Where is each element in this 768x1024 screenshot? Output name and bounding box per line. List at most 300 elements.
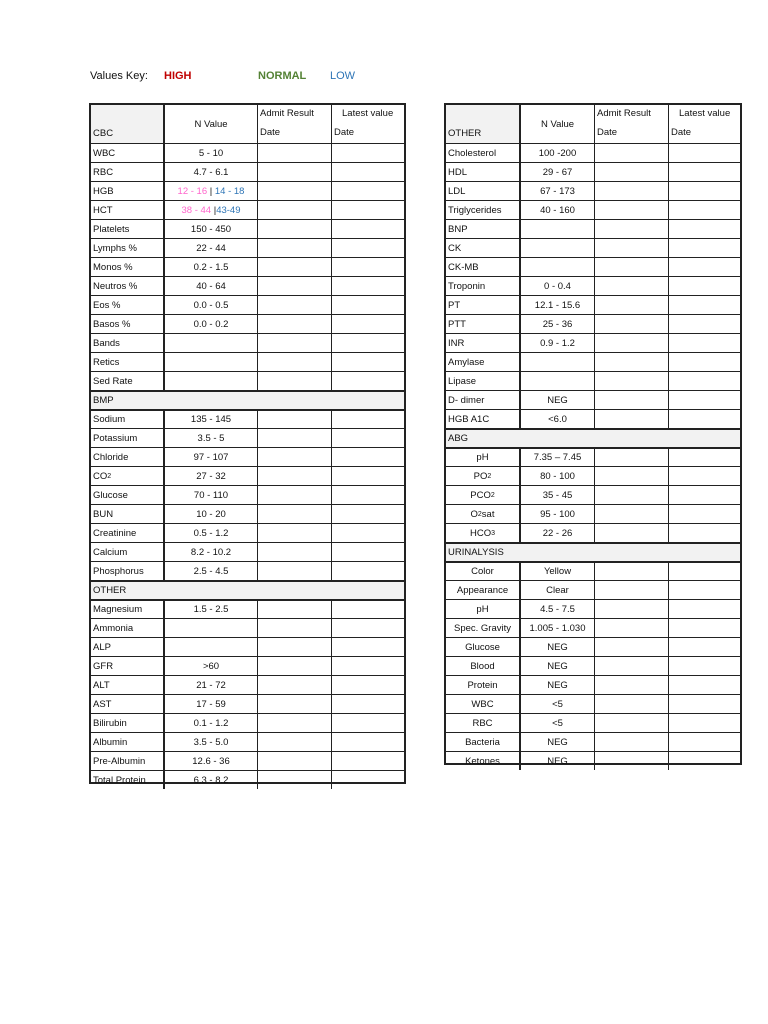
- section-title: ABG: [448, 433, 469, 444]
- table-row: [446, 523, 740, 542]
- test-name-text: Appearance: [456, 584, 509, 596]
- test-name-sub: 2: [490, 491, 495, 499]
- admit-result-label: Admit Result: [260, 108, 314, 119]
- admit-result-cell[interactable]: [258, 467, 332, 485]
- admit-result-cell[interactable]: [258, 182, 332, 200]
- table-row: [91, 333, 404, 352]
- normal-value: [521, 258, 595, 276]
- section-header-row: [446, 428, 740, 447]
- latest-value-cell[interactable]: [332, 144, 406, 162]
- normal-value: 40 - 160: [521, 201, 595, 219]
- latest-value-cell[interactable]: [332, 657, 406, 675]
- admit-result-cell[interactable]: [258, 657, 332, 675]
- latest-value-cell[interactable]: [669, 752, 742, 770]
- latest-value-cell[interactable]: [669, 182, 742, 200]
- table-row: [446, 637, 740, 656]
- section-title: OTHER: [446, 105, 521, 143]
- admit-result-cell[interactable]: [258, 163, 332, 181]
- test-name: [446, 144, 521, 162]
- test-name-text: Troponin: [448, 280, 486, 292]
- latest-value-cell[interactable]: [332, 714, 406, 732]
- test-name: [91, 524, 165, 542]
- test-name-text: HCO: [469, 527, 492, 539]
- normal-value: NEG: [521, 752, 595, 770]
- section-title: CBC: [91, 105, 165, 143]
- section-header-row: [91, 390, 404, 409]
- latest-value-cell[interactable]: [332, 771, 406, 789]
- table-row: [91, 713, 404, 732]
- normal-value: [521, 353, 595, 371]
- test-name: [91, 201, 165, 219]
- latest-value-cell[interactable]: [332, 638, 406, 656]
- latest-value-cell[interactable]: [332, 334, 406, 352]
- normal-value: Clear: [521, 581, 595, 599]
- latest-value-cell[interactable]: [669, 258, 742, 276]
- test-name: [91, 657, 165, 675]
- test-name-text: CO: [93, 470, 108, 482]
- normal-value: 4.5 - 7.5: [521, 600, 595, 618]
- admit-result-cell[interactable]: [595, 315, 669, 333]
- admit-result-cell[interactable]: [258, 524, 332, 542]
- latest-value-cell[interactable]: [332, 411, 406, 428]
- test-name: [91, 296, 165, 314]
- normal-value: 70 - 110: [165, 486, 258, 504]
- admit-result-label: Admit Result: [597, 108, 651, 119]
- admit-result-cell[interactable]: [258, 144, 332, 162]
- key-low: LOW: [330, 70, 356, 82]
- normal-value: [165, 201, 258, 219]
- test-name: [446, 600, 521, 618]
- table-row: [91, 466, 404, 485]
- table-row: [446, 257, 740, 276]
- admit-result-cell[interactable]: [258, 676, 332, 694]
- table-row: [446, 143, 740, 162]
- test-name: [91, 277, 165, 295]
- latest-value-cell[interactable]: [669, 296, 742, 314]
- latest-value-cell[interactable]: [332, 163, 406, 181]
- test-name: [446, 695, 521, 713]
- latest-value-cell[interactable]: [669, 372, 742, 390]
- normal-value: [521, 372, 595, 390]
- admit-result-cell[interactable]: [595, 201, 669, 219]
- table-row: [91, 675, 404, 694]
- normal-value: 0.1 - 1.2: [165, 714, 258, 732]
- test-name: [446, 258, 521, 276]
- latest-value-cell[interactable]: [669, 410, 742, 428]
- test-name: [446, 334, 521, 352]
- test-name: [446, 449, 521, 466]
- latest-value-cell[interactable]: [332, 733, 406, 751]
- admit-result-cell[interactable]: [595, 752, 669, 770]
- latest-value-cell[interactable]: [332, 372, 406, 390]
- test-name: [91, 239, 165, 257]
- normal-value: NEG: [521, 638, 595, 656]
- latest-value-cell[interactable]: [332, 182, 406, 200]
- latest-value-cell[interactable]: [669, 638, 742, 656]
- admit-result-cell[interactable]: [258, 353, 332, 371]
- latest-value-cell[interactable]: [669, 676, 742, 694]
- admit-result-cell[interactable]: [258, 543, 332, 561]
- test-name-text: pH: [476, 603, 489, 615]
- normal-value: 4.7 - 6.1: [165, 163, 258, 181]
- latest-value-cell[interactable]: [332, 296, 406, 314]
- test-name: [446, 486, 521, 504]
- latest-value-cell[interactable]: [332, 201, 406, 219]
- latest-value-cell[interactable]: [332, 239, 406, 257]
- admit-result-cell[interactable]: [258, 334, 332, 352]
- admit-result-cell[interactable]: [258, 448, 332, 466]
- admit-result-cell[interactable]: [595, 410, 669, 428]
- admit-result-cell[interactable]: [595, 505, 669, 523]
- normal-value-female: 38 - 44: [181, 204, 212, 216]
- latest-date-label: Date: [334, 127, 355, 138]
- admit-result-cell[interactable]: [258, 714, 332, 732]
- table-row: [91, 352, 404, 371]
- test-name: [91, 695, 165, 713]
- table-row: [446, 352, 740, 371]
- test-name: [91, 144, 165, 162]
- test-name-sub: 2: [107, 472, 112, 480]
- latest-value-cell[interactable]: [669, 391, 742, 409]
- admit-result-cell[interactable]: [258, 372, 332, 390]
- latest-value-cell[interactable]: [332, 448, 406, 466]
- admit-result-cell[interactable]: [258, 429, 332, 447]
- admit-result-cell[interactable]: [595, 296, 669, 314]
- table-row: [446, 466, 740, 485]
- normal-value: 22 - 26: [521, 524, 595, 542]
- table-row: [91, 257, 404, 276]
- latest-value-cell[interactable]: [669, 220, 742, 238]
- admit-result-cell[interactable]: [258, 220, 332, 238]
- test-name-text: HCT: [93, 204, 113, 216]
- normal-value: NEG: [521, 676, 595, 694]
- admit-result-cell[interactable]: [595, 486, 669, 504]
- table-row: [91, 656, 404, 675]
- normal-value-female: 12 - 16: [177, 185, 208, 197]
- admit-result-cell[interactable]: [258, 411, 332, 428]
- normal-value: 97 - 107: [165, 448, 258, 466]
- normal-value: 3.5 - 5.0: [165, 733, 258, 751]
- normal-value-male: 14 - 18: [214, 185, 245, 197]
- normal-value: 0.0 - 0.5: [165, 296, 258, 314]
- admit-result-cell[interactable]: [595, 353, 669, 371]
- latest-value-cell[interactable]: [332, 524, 406, 542]
- table-row: [446, 580, 740, 599]
- table-row: [446, 618, 740, 637]
- admit-result-cell[interactable]: [595, 695, 669, 713]
- admit-result-cell[interactable]: [258, 562, 332, 580]
- test-name-text: PTT: [448, 318, 466, 330]
- latest-value-cell[interactable]: [332, 752, 406, 770]
- test-name: [91, 411, 165, 428]
- normal-value-male: 43-49: [216, 204, 241, 216]
- admit-result-cell[interactable]: [258, 239, 332, 257]
- table-row: [91, 238, 404, 257]
- table-row: [91, 371, 404, 390]
- table-row: [91, 295, 404, 314]
- table-row: [91, 732, 404, 751]
- test-name-text: Color: [471, 566, 494, 577]
- normal-value-separator: |: [207, 185, 215, 197]
- latest-value-cell[interactable]: [332, 467, 406, 485]
- normal-value: 80 - 100: [521, 467, 595, 485]
- admit-result-cell[interactable]: [595, 638, 669, 656]
- admit-result-cell[interactable]: [258, 277, 332, 295]
- latest-value-label: Latest value: [342, 108, 394, 119]
- admit-result-cell[interactable]: [595, 600, 669, 618]
- test-name: [446, 467, 521, 485]
- table-row: [446, 162, 740, 181]
- normal-value: 10 - 20: [165, 505, 258, 523]
- test-name: [446, 657, 521, 675]
- latest-value-cell[interactable]: [332, 543, 406, 561]
- test-name-text: Retics: [93, 356, 120, 368]
- admit-result-cell[interactable]: [595, 563, 669, 580]
- latest-value-cell[interactable]: [669, 449, 742, 466]
- latest-value-cell[interactable]: [669, 505, 742, 523]
- table-header-row: [446, 105, 740, 143]
- admit-result-cell[interactable]: [595, 372, 669, 390]
- normal-value: 150 - 450: [165, 220, 258, 238]
- test-name: [446, 676, 521, 694]
- normal-value: 95 - 100: [521, 505, 595, 523]
- test-name: [91, 638, 165, 656]
- test-name-text: Glucose: [93, 489, 128, 501]
- latest-value-cell[interactable]: [332, 676, 406, 694]
- n-value-header: N Value: [165, 105, 258, 143]
- admit-result-cell[interactable]: [595, 467, 669, 485]
- test-name-text: ALP: [93, 641, 111, 653]
- table-row: [446, 276, 740, 295]
- section-title: URINALYSIS: [448, 547, 504, 558]
- latest-value-cell[interactable]: [669, 315, 742, 333]
- latest-value-cell[interactable]: [332, 277, 406, 295]
- test-name: [446, 296, 521, 314]
- admit-result-cell[interactable]: [595, 449, 669, 466]
- test-name-text: CK-MB: [448, 261, 479, 273]
- admit-date-label: Date: [597, 127, 618, 138]
- admit-result-cell[interactable]: [595, 220, 669, 238]
- table-row: [446, 751, 740, 770]
- table-row: [91, 485, 404, 504]
- table-row: [446, 390, 740, 409]
- admit-result-cell[interactable]: [258, 638, 332, 656]
- test-name-sub: 2: [477, 510, 482, 518]
- normal-value: [165, 619, 258, 637]
- test-name: [446, 714, 521, 732]
- table-row: [446, 295, 740, 314]
- latest-value-cell[interactable]: [332, 315, 406, 333]
- n-value-header: N Value: [521, 105, 595, 143]
- test-name: [446, 391, 521, 409]
- section-title: OTHER: [93, 585, 127, 596]
- table-row: [91, 751, 404, 770]
- admit-result-cell[interactable]: [595, 277, 669, 295]
- test-name: [446, 410, 521, 428]
- test-name: [91, 543, 165, 561]
- admit-result-cell[interactable]: [258, 733, 332, 751]
- test-name-text: Lipase: [448, 375, 476, 387]
- latest-value-cell[interactable]: [669, 486, 742, 504]
- test-name-text: Bacteria: [465, 736, 500, 748]
- latest-value-cell[interactable]: [332, 258, 406, 276]
- test-name: [91, 334, 165, 352]
- admit-result-cell[interactable]: [595, 733, 669, 751]
- test-name-text: Eos %: [93, 299, 121, 311]
- admit-result-cell[interactable]: [595, 391, 669, 409]
- latest-value-cell[interactable]: [332, 220, 406, 238]
- test-name-sub: 2: [487, 472, 492, 480]
- test-name-text: Phosphorus: [93, 565, 144, 577]
- test-name-text: Ketones: [465, 755, 500, 767]
- table-row: [446, 732, 740, 751]
- test-name: [91, 182, 165, 200]
- table-row: [446, 409, 740, 428]
- latest-value-cell[interactable]: [669, 353, 742, 371]
- admit-result-cell[interactable]: [595, 714, 669, 732]
- table-row: [446, 219, 740, 238]
- latest-value-cell[interactable]: [669, 619, 742, 637]
- test-name: [91, 353, 165, 371]
- latest-value-cell[interactable]: [669, 524, 742, 542]
- test-name-text: Calcium: [93, 546, 128, 558]
- test-name-text: Bands: [93, 337, 120, 349]
- test-name: [91, 372, 165, 390]
- latest-value-cell[interactable]: [332, 601, 406, 618]
- normal-value: 1.5 - 2.5: [165, 601, 258, 618]
- latest-value-cell[interactable]: [669, 239, 742, 257]
- normal-value: [165, 638, 258, 656]
- test-name: [91, 601, 165, 618]
- test-name-text: Neutros %: [93, 280, 138, 292]
- admit-result-cell[interactable]: [595, 657, 669, 675]
- normal-value: 6.3 - 8.2: [165, 771, 258, 789]
- latest-value-cell[interactable]: [669, 144, 742, 162]
- normal-value: NEG: [521, 391, 595, 409]
- test-name-text: Ammonia: [93, 622, 134, 634]
- normal-value: 0.5 - 1.2: [165, 524, 258, 542]
- table-row: [91, 770, 404, 789]
- table-row: [91, 504, 404, 523]
- latest-value-cell[interactable]: [669, 334, 742, 352]
- table-row: [91, 276, 404, 295]
- test-name-text: CK: [448, 242, 462, 254]
- test-name: [91, 714, 165, 732]
- admit-result-cell[interactable]: [595, 182, 669, 200]
- admit-result-cell[interactable]: [258, 296, 332, 314]
- values-key-label: Values Key:: [90, 70, 148, 82]
- latest-value-cell[interactable]: [332, 562, 406, 580]
- test-name-text: Albumin: [93, 736, 128, 748]
- table-row: [446, 181, 740, 200]
- test-name-text: Lymphs %: [93, 242, 137, 254]
- latest-value-cell[interactable]: [669, 467, 742, 485]
- test-name: [446, 752, 521, 770]
- test-name: [446, 239, 521, 257]
- latest-value-cell[interactable]: [332, 353, 406, 371]
- test-name: [446, 505, 521, 523]
- admit-result-cell[interactable]: [258, 315, 332, 333]
- admit-result-cell[interactable]: [595, 581, 669, 599]
- latest-value-cell[interactable]: [669, 600, 742, 618]
- admit-result-cell[interactable]: [595, 239, 669, 257]
- admit-result-cell[interactable]: [258, 771, 332, 789]
- test-name: [446, 182, 521, 200]
- admit-result-cell[interactable]: [258, 619, 332, 637]
- test-name-text: Amylase: [448, 356, 485, 368]
- section-header-row: [446, 542, 740, 561]
- admit-result-cell[interactable]: [595, 163, 669, 181]
- test-name: [446, 638, 521, 656]
- right-lab-table: [444, 103, 742, 765]
- latest-value-cell[interactable]: [669, 201, 742, 219]
- admit-result-cell[interactable]: [595, 619, 669, 637]
- normal-value: NEG: [521, 733, 595, 751]
- admit-result-cell[interactable]: [595, 144, 669, 162]
- latest-value-cell[interactable]: [332, 429, 406, 447]
- table-row: [91, 637, 404, 656]
- test-name: [91, 676, 165, 694]
- admit-result-cell[interactable]: [258, 505, 332, 523]
- admit-result-cell[interactable]: [258, 601, 332, 618]
- table-row: [446, 485, 740, 504]
- normal-value: 29 - 67: [521, 163, 595, 181]
- test-name-text: Spec. Gravity: [453, 622, 512, 634]
- table-row: [446, 447, 740, 466]
- admit-result-cell[interactable]: [595, 334, 669, 352]
- test-name-text: Potassium: [93, 432, 138, 444]
- latest-value-cell[interactable]: [669, 733, 742, 751]
- admit-result-cell[interactable]: [258, 752, 332, 770]
- latest-value-cell[interactable]: [669, 563, 742, 580]
- normal-value: <5: [521, 714, 595, 732]
- normal-value: 12.1 - 15.6: [521, 296, 595, 314]
- test-name-text: Sodium: [93, 414, 126, 425]
- latest-value-cell[interactable]: [669, 277, 742, 295]
- admit-result-cell[interactable]: [595, 524, 669, 542]
- admit-result-cell[interactable]: [258, 695, 332, 713]
- admit-result-cell[interactable]: [595, 258, 669, 276]
- test-name-text: GFR: [93, 660, 114, 672]
- latest-value-cell[interactable]: [669, 657, 742, 675]
- test-name-text: Protein: [467, 679, 498, 691]
- latest-value-cell[interactable]: [332, 619, 406, 637]
- test-name-text: INR: [448, 337, 465, 349]
- test-name: [91, 733, 165, 751]
- admit-result-cell[interactable]: [258, 201, 332, 219]
- test-name-text: Total Protein: [93, 774, 146, 786]
- normal-value: Yellow: [521, 563, 595, 580]
- normal-value: 0.0 - 0.2: [165, 315, 258, 333]
- test-name: [446, 524, 521, 542]
- table-row: [446, 238, 740, 257]
- latest-value-cell[interactable]: [669, 695, 742, 713]
- admit-result-cell[interactable]: [258, 258, 332, 276]
- normal-value: [165, 182, 258, 200]
- admit-result-cell[interactable]: [258, 486, 332, 504]
- normal-value: 21 - 72: [165, 676, 258, 694]
- latest-value-cell[interactable]: [332, 695, 406, 713]
- latest-value-cell[interactable]: [332, 505, 406, 523]
- test-name: [91, 562, 165, 580]
- latest-value-cell[interactable]: [669, 714, 742, 732]
- latest-value-cell[interactable]: [332, 486, 406, 504]
- latest-value-cell[interactable]: [669, 163, 742, 181]
- normal-value: 0 - 0.4: [521, 277, 595, 295]
- test-name-text: Basos %: [93, 318, 131, 330]
- admit-result-cell[interactable]: [595, 676, 669, 694]
- latest-value-cell[interactable]: [669, 581, 742, 599]
